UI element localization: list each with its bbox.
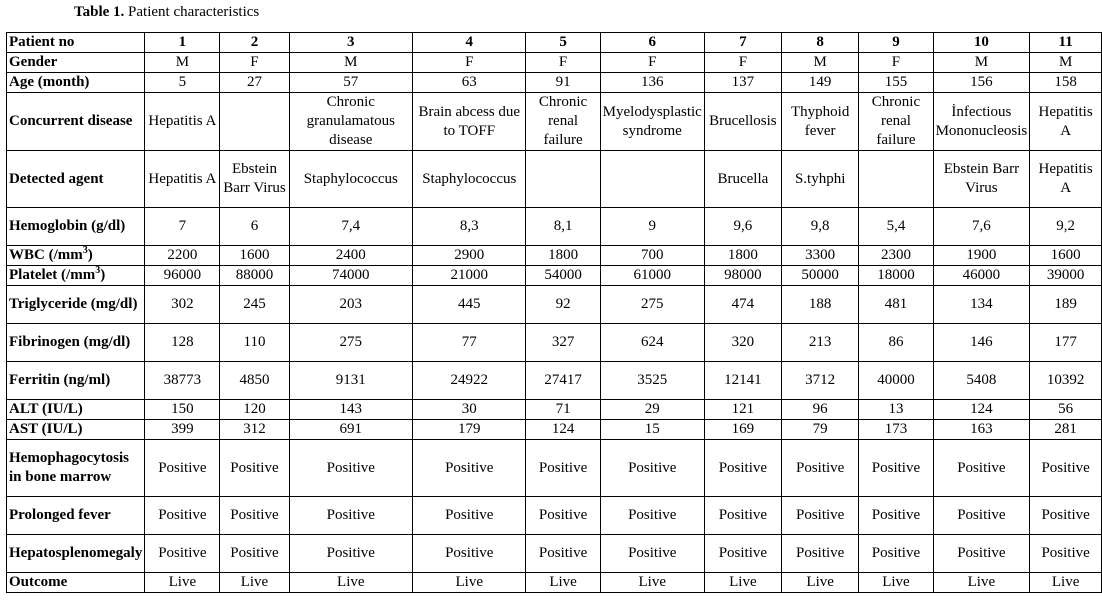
table-cell: 57: [289, 73, 413, 93]
table-row: [7, 573, 1102, 593]
table-cell: 2900: [413, 246, 526, 266]
patient-number-cell: 10: [933, 33, 1030, 53]
row-label-cell: Detected agent: [7, 151, 145, 208]
table-cell: 624: [600, 324, 704, 362]
patient-number-cell: 6: [600, 33, 704, 53]
table-cell: Live: [600, 573, 704, 593]
patient-characteristics-table: [6, 32, 1102, 593]
table-cell: Positive: [413, 535, 526, 573]
table-cell: 302: [145, 286, 220, 324]
table-cell: Positive: [526, 440, 600, 497]
table-cell: 150: [145, 400, 220, 420]
table-cell: Live: [1030, 573, 1102, 593]
table-row: [7, 535, 1102, 573]
table-row: [7, 246, 1102, 266]
table-cell: Brucellosis: [704, 93, 781, 151]
table-cell: M: [933, 53, 1030, 73]
header-label-cell: Patient no: [7, 33, 145, 53]
table-cell: Hepatitis A: [1030, 151, 1102, 208]
table-cell: 8,1: [526, 208, 600, 246]
table-cell: 158: [1030, 73, 1102, 93]
table-cell: Positive: [859, 497, 933, 535]
table-cell: Positive: [600, 535, 704, 573]
table-cell: Brucella: [704, 151, 781, 208]
table-cell: İnfectious Mononucleosis: [933, 93, 1030, 151]
table-cell: 27: [220, 73, 289, 93]
table-cell: 71: [526, 400, 600, 420]
table-cell: 320: [704, 324, 781, 362]
table-cell: 39000: [1030, 266, 1102, 286]
table-cell: F: [859, 53, 933, 73]
table-cell: 77: [413, 324, 526, 362]
table-cell: [526, 151, 600, 208]
table-row: [7, 324, 1102, 362]
table-cell: F: [600, 53, 704, 73]
table-cell: 691: [289, 420, 413, 440]
table-cell: 275: [600, 286, 704, 324]
table-row: [7, 420, 1102, 440]
table-cell: 155: [859, 73, 933, 93]
table-cell: 399: [145, 420, 220, 440]
table-cell: Positive: [1030, 497, 1102, 535]
table-cell: 3525: [600, 362, 704, 400]
table-cell: [859, 151, 933, 208]
table-cell: 177: [1030, 324, 1102, 362]
table-cell: 203: [289, 286, 413, 324]
table-cell: 143: [289, 400, 413, 420]
table-cell: 2300: [859, 246, 933, 266]
table-cell: Positive: [289, 535, 413, 573]
table-cell: Positive: [781, 497, 858, 535]
table-cell: Positive: [781, 440, 858, 497]
table-cell: 213: [781, 324, 858, 362]
table-cell: 245: [220, 286, 289, 324]
table-cell: F: [526, 53, 600, 73]
table-cell: Positive: [1030, 440, 1102, 497]
table-cell: 46000: [933, 266, 1030, 286]
table-cell: Positive: [781, 535, 858, 573]
table-cell: 1800: [704, 246, 781, 266]
table-cell: Positive: [413, 497, 526, 535]
table-cell: S.tyhphi: [781, 151, 858, 208]
row-label-text: WBC (/mm: [9, 247, 83, 263]
table-cell: 110: [220, 324, 289, 362]
table-cell: 9131: [289, 362, 413, 400]
table-cell: Positive: [600, 440, 704, 497]
row-label-cell: Hepatosplenomegaly: [7, 535, 145, 573]
table-cell: 61000: [600, 266, 704, 286]
table-cell: 15: [600, 420, 704, 440]
table-cell: 27417: [526, 362, 600, 400]
table-cell: 13: [859, 400, 933, 420]
table-cell: 156: [933, 73, 1030, 93]
table-cell: 40000: [859, 362, 933, 400]
table-caption-label: Table 1.: [74, 4, 125, 20]
table-cell: 146: [933, 324, 1030, 362]
table-cell: Positive: [220, 535, 289, 573]
table-cell: 96: [781, 400, 858, 420]
table-row: [7, 362, 1102, 400]
row-label-cell: Ferritin (ng/ml): [7, 362, 145, 400]
table-row: [7, 266, 1102, 286]
table-cell: M: [289, 53, 413, 73]
table-row: [7, 208, 1102, 246]
table-cell: 128: [145, 324, 220, 362]
patient-number-cell: 8: [781, 33, 858, 53]
row-label-cell: [7, 246, 145, 266]
table-caption-text: Patient characteristics: [128, 4, 260, 20]
table-cell: Ebstein Barr Virus: [933, 151, 1030, 208]
table-cell: 179: [413, 420, 526, 440]
table-cell: Live: [220, 573, 289, 593]
table-cell: Positive: [933, 535, 1030, 573]
table-cell: Hepatitis A: [1030, 93, 1102, 151]
table-cell: Chronic renal failure: [859, 93, 933, 151]
table-cell: 169: [704, 420, 781, 440]
table-cell: [600, 151, 704, 208]
table-cell: Brain abcess due to TOFF: [413, 93, 526, 151]
row-label-cell: Gender: [7, 53, 145, 73]
table-cell: 30: [413, 400, 526, 420]
table-cell: 136: [600, 73, 704, 93]
table-cell: 21000: [413, 266, 526, 286]
table-caption: [74, 3, 259, 21]
table-cell: M: [145, 53, 220, 73]
table-cell: Positive: [145, 440, 220, 497]
table-cell: Positive: [289, 440, 413, 497]
table-cell: 2400: [289, 246, 413, 266]
row-label-superscript: 3: [82, 245, 88, 256]
table-cell: Positive: [413, 440, 526, 497]
patient-number-cell: 2: [220, 33, 289, 53]
table-cell: 163: [933, 420, 1030, 440]
table-row: [7, 53, 1102, 73]
table-header-row: [7, 33, 1102, 53]
table-cell: 481: [859, 286, 933, 324]
row-label-cell: [7, 266, 145, 286]
row-label-superscript: 3: [95, 265, 101, 276]
row-label-cell: Fibrinogen (mg/dl): [7, 324, 145, 362]
table-cell: Positive: [145, 497, 220, 535]
table-cell: 8,3: [413, 208, 526, 246]
table-cell: 474: [704, 286, 781, 324]
row-label-cell: Age (month): [7, 73, 145, 93]
table-row: [7, 73, 1102, 93]
table-cell: 137: [704, 73, 781, 93]
table-cell: Live: [859, 573, 933, 593]
table-cell: 10392: [1030, 362, 1102, 400]
table-cell: Positive: [1030, 535, 1102, 573]
row-label-cell: Hemoglobin (g/dl): [7, 208, 145, 246]
table-cell: 86: [859, 324, 933, 362]
table-cell: 5408: [933, 362, 1030, 400]
table-cell: 6: [220, 208, 289, 246]
table-cell: Live: [781, 573, 858, 593]
table-cell: 1800: [526, 246, 600, 266]
table-cell: Positive: [704, 497, 781, 535]
table-cell: Staphylococcus: [413, 151, 526, 208]
table-cell: [220, 93, 289, 151]
patient-number-cell: 3: [289, 33, 413, 53]
table-cell: 5,4: [859, 208, 933, 246]
table-cell: Staphylococcus: [289, 151, 413, 208]
table-cell: 700: [600, 246, 704, 266]
table-cell: 120: [220, 400, 289, 420]
table-cell: 9: [600, 208, 704, 246]
table-cell: Positive: [933, 497, 1030, 535]
table-cell: 98000: [704, 266, 781, 286]
table-cell: 88000: [220, 266, 289, 286]
table-cell: Live: [145, 573, 220, 593]
table-cell: F: [220, 53, 289, 73]
table-cell: 74000: [289, 266, 413, 286]
table-row: [7, 497, 1102, 535]
table-cell: 12141: [704, 362, 781, 400]
table-cell: 29: [600, 400, 704, 420]
table-cell: Live: [933, 573, 1030, 593]
table-cell: F: [413, 53, 526, 73]
table-cell: 7: [145, 208, 220, 246]
table-cell: 24922: [413, 362, 526, 400]
table-cell: 173: [859, 420, 933, 440]
table-cell: Hepatitis A: [145, 151, 220, 208]
table-cell: Positive: [704, 440, 781, 497]
table-cell: 9,8: [781, 208, 858, 246]
table-cell: 9,2: [1030, 208, 1102, 246]
table-cell: Ebstein Barr Virus: [220, 151, 289, 208]
table-cell: Positive: [859, 535, 933, 573]
table-row: [7, 286, 1102, 324]
patient-number-cell: 1: [145, 33, 220, 53]
row-label-cell: Concurrent disease: [7, 93, 145, 151]
table-cell: 121: [704, 400, 781, 420]
table-cell: Positive: [220, 497, 289, 535]
table-cell: Hepatitis A: [145, 93, 220, 151]
table-cell: Positive: [220, 440, 289, 497]
table-cell: 91: [526, 73, 600, 93]
table-cell: 275: [289, 324, 413, 362]
table-cell: 445: [413, 286, 526, 324]
table-cell: Live: [289, 573, 413, 593]
table-row: [7, 151, 1102, 208]
patient-number-cell: 9: [859, 33, 933, 53]
table-row: [7, 440, 1102, 497]
table-cell: M: [781, 53, 858, 73]
table-cell: 149: [781, 73, 858, 93]
table-cell: 281: [1030, 420, 1102, 440]
table-cell: Positive: [145, 535, 220, 573]
table-cell: 4850: [220, 362, 289, 400]
row-label-cell: Hemophagocytosis in bone marrow: [7, 440, 145, 497]
row-label-tail: ): [87, 247, 93, 263]
table-cell: 18000: [859, 266, 933, 286]
table-cell: 1600: [220, 246, 289, 266]
table-cell: M: [1030, 53, 1102, 73]
table-cell: 134: [933, 286, 1030, 324]
patient-number-cell: 11: [1030, 33, 1102, 53]
table-cell: 9,6: [704, 208, 781, 246]
table-cell: Myelodysplastic syndrome: [600, 93, 704, 151]
row-label-tail: ): [100, 267, 106, 283]
table-cell: 3300: [781, 246, 858, 266]
table-cell: Live: [704, 573, 781, 593]
table-cell: Positive: [704, 535, 781, 573]
table-cell: 2200: [145, 246, 220, 266]
table-cell: Positive: [933, 440, 1030, 497]
table-row: [7, 400, 1102, 420]
table-cell: 1600: [1030, 246, 1102, 266]
row-label-cell: Outcome: [7, 573, 145, 593]
table-cell: 3712: [781, 362, 858, 400]
table-cell: 7,6: [933, 208, 1030, 246]
table-cell: 124: [526, 420, 600, 440]
table-cell: 63: [413, 73, 526, 93]
table-cell: 38773: [145, 362, 220, 400]
table-cell: Positive: [859, 440, 933, 497]
table-cell: Chronic granulamatous disease: [289, 93, 413, 151]
table-cell: Live: [413, 573, 526, 593]
table-cell: Live: [526, 573, 600, 593]
table-cell: 124: [933, 400, 1030, 420]
row-label-cell: AST (IU/L): [7, 420, 145, 440]
table-cell: 327: [526, 324, 600, 362]
table-row: [7, 93, 1102, 151]
table-cell: F: [704, 53, 781, 73]
row-label-cell: Triglyceride (mg/dl): [7, 286, 145, 324]
table-cell: 7,4: [289, 208, 413, 246]
table-cell: 96000: [145, 266, 220, 286]
table-cell: 5: [145, 73, 220, 93]
patient-number-cell: 4: [413, 33, 526, 53]
row-label-text: Platelet (/mm: [9, 267, 96, 283]
table-cell: Positive: [289, 497, 413, 535]
row-label-cell: Prolonged fever: [7, 497, 145, 535]
table-cell: 79: [781, 420, 858, 440]
table-cell: Positive: [600, 497, 704, 535]
table-cell: Positive: [526, 497, 600, 535]
table-cell: 312: [220, 420, 289, 440]
table-cell: 92: [526, 286, 600, 324]
table-cell: Thyphoid fever: [781, 93, 858, 151]
table-cell: 188: [781, 286, 858, 324]
row-label-cell: ALT (IU/L): [7, 400, 145, 420]
table-cell: 189: [1030, 286, 1102, 324]
patient-number-cell: 7: [704, 33, 781, 53]
patient-number-cell: 5: [526, 33, 600, 53]
table-cell: 1900: [933, 246, 1030, 266]
table-cell: 54000: [526, 266, 600, 286]
table-cell: 50000: [781, 266, 858, 286]
table-cell: 56: [1030, 400, 1102, 420]
table-cell: Chronic renal failure: [526, 93, 600, 151]
table-cell: Positive: [526, 535, 600, 573]
